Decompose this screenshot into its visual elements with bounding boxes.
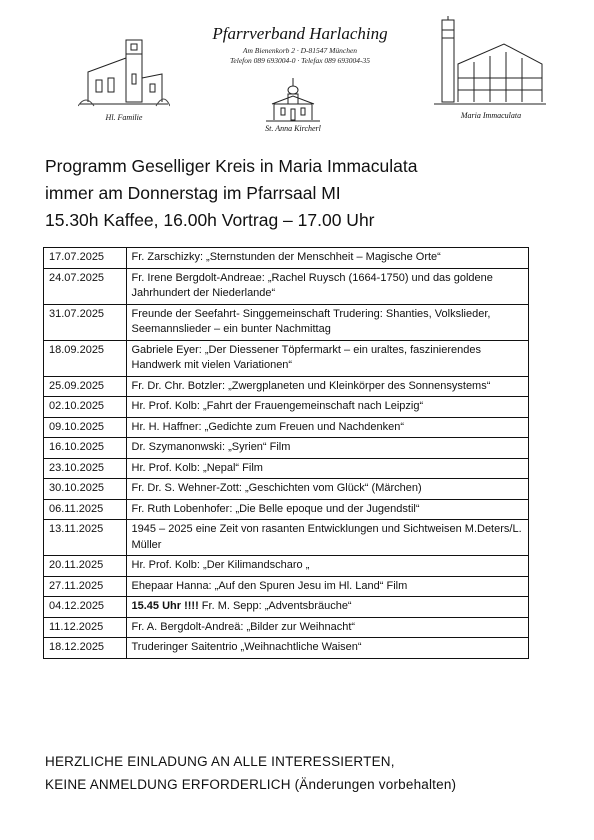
schedule-date: 24.07.2025 (44, 268, 127, 304)
schedule-text: Fr. M. Sepp: „Adventsbräuche“ (198, 600, 352, 612)
church-illustration-maria-immaculata (434, 16, 546, 108)
footer-line-1: HERZLICHE EINLADUNG AN ALLE INTERESSIERTEN, (45, 754, 395, 769)
table-row (44, 597, 529, 618)
table-row (44, 438, 529, 459)
schedule-text: Hr. Prof. Kolb: „Nepal“ Film (131, 461, 263, 474)
church-caption-maria-immaculata: Maria Immaculata (460, 111, 522, 120)
schedule-text: Freunde der Seefahrt- Singgemeinschaft Trudering: Shanties, Volkslieder, Seemannslieder – ein bunter Nachmittag (131, 307, 491, 335)
org-phone: Telefon 089 693004-0 · Telefax 089 693004-35 (229, 56, 371, 65)
org-address: Am Bienenkorb 2 · D-81547 München (242, 46, 358, 55)
schedule-description (126, 499, 529, 520)
schedule-description (126, 458, 529, 479)
table-row (44, 248, 529, 269)
schedule-date: 04.12.2025 (44, 597, 127, 618)
schedule-text: Ehepaar Hanna: „Auf den Spuren Jesu im Hl. Land“ Film (131, 579, 408, 592)
schedule-date: 18.12.2025 (44, 638, 127, 659)
schedule-description (126, 638, 529, 659)
program-title (45, 153, 565, 234)
schedule-date: 23.10.2025 (44, 458, 127, 479)
schedule-description (126, 556, 529, 577)
schedule-description (126, 417, 529, 438)
schedule-date: 06.11.2025 (44, 499, 127, 520)
title-line-3: 15.30h Kaffee, 16.00h Vortrag – 17.00 Uhr (45, 210, 375, 230)
schedule-table (43, 247, 529, 659)
letterhead (0, 0, 594, 140)
church-caption-hl-familie: Hl. Familie (105, 113, 143, 122)
schedule-date: 31.07.2025 (44, 304, 127, 340)
table-row (44, 397, 529, 418)
schedule-text: Truderinger Saitentrio „Weihnachtliche Waisen“ (131, 641, 362, 653)
table-row (44, 617, 529, 638)
schedule-text: Fr. Zarschizky: „Sternstunden der Menschheit – Magische Orte“ (131, 251, 441, 263)
schedule-description (126, 376, 529, 397)
schedule-date: 30.10.2025 (44, 479, 127, 500)
table-row (44, 479, 529, 500)
schedule-description (126, 438, 529, 459)
schedule-text: Hr. Prof. Kolb: „Der Kilimandscharo „ (131, 559, 310, 571)
schedule-text: Fr. A. Bergdolt-Andreä: „Bilder zur Weihnacht“ (131, 620, 356, 633)
schedule-date: 13.11.2025 (44, 520, 127, 556)
schedule-text: 1945 – 2025 eine Zeit von rasanten Entwicklungen und Sichtweisen M.Deters/L. Müller (131, 523, 522, 551)
schedule-date: 11.12.2025 (44, 617, 127, 638)
schedule-date: 18.09.2025 (44, 340, 127, 376)
schedule-text: Dr. Szymanonwski: „Syrien“ Film (131, 441, 291, 453)
schedule-description (126, 479, 529, 500)
table-row (44, 458, 529, 479)
schedule-text: Fr. Ruth Lobenhofer: „Die Belle epoque und der Jugendstil“ (131, 502, 420, 515)
table-row (44, 268, 529, 304)
org-name: Pfarrverband Harlaching (212, 24, 388, 43)
title-line-1: Programm Geselliger Kreis in Maria Immaculata (45, 156, 418, 176)
schedule-text: Fr. Irene Bergdolt-Andreae: „Rachel Ruysch (1664-1750) und das goldene Jahrhundert der Niederlande“ (131, 271, 493, 299)
schedule-date: 17.07.2025 (44, 248, 127, 269)
schedule-description (126, 397, 529, 418)
schedule-date: 25.09.2025 (44, 376, 127, 397)
schedule-date: 02.10.2025 (44, 397, 127, 418)
table-row (44, 417, 529, 438)
schedule-text: Hr. H. Haffner: „Gedichte zum Freuen und Nachdenken“ (131, 420, 404, 433)
schedule-description (126, 576, 529, 597)
schedule-description (126, 248, 529, 269)
schedule-description (126, 520, 529, 556)
schedule-text: Hr. Prof. Kolb: „Fahrt der Frauengemeinschaft nach Leipzig“ (131, 400, 424, 412)
schedule-description (126, 268, 529, 304)
schedule-description (126, 340, 529, 376)
schedule-date: 09.10.2025 (44, 417, 127, 438)
table-row (44, 376, 529, 397)
table-row (44, 340, 529, 376)
church-caption-st-anna: St. Anna Kircherl (265, 124, 321, 133)
schedule-description (126, 304, 529, 340)
schedule-text: Fr. Dr. S. Wehner-Zott: „Geschichten vom Glück“ (Märchen) (131, 482, 422, 494)
table-row (44, 520, 529, 556)
title-line-2: immer am Donnerstag im Pfarrsaal MI (45, 183, 341, 203)
schedule-description (126, 617, 529, 638)
schedule-date: 16.10.2025 (44, 438, 127, 459)
schedule-text: Gabriele Eyer: „Der Diessener Töpfermarkt – ein uraltes, faszinierendes Handwerk mit vielen Variationen“ (131, 343, 482, 371)
table-row (44, 576, 529, 597)
table-row (44, 638, 529, 659)
table-row (44, 499, 529, 520)
table-row (44, 556, 529, 577)
footer-line-2: KEINE ANMELDUNG ERFORDERLICH (Änderungen vorbehalten) (45, 777, 457, 792)
invitation-footer (45, 750, 565, 796)
schedule-description (126, 597, 529, 618)
chapel-illustration-st-anna (266, 76, 320, 124)
time-change-notice: 15.45 Uhr !!!! (131, 600, 199, 612)
schedule-text: Fr. Dr. Chr. Botzler: „Zwergplaneten und Kleinkörper des Sonnensystems“ (131, 379, 491, 392)
schedule-date: 27.11.2025 (44, 576, 127, 597)
schedule-date: 20.11.2025 (44, 556, 127, 577)
church-illustration-hl-familie (78, 34, 170, 110)
table-row (44, 304, 529, 340)
